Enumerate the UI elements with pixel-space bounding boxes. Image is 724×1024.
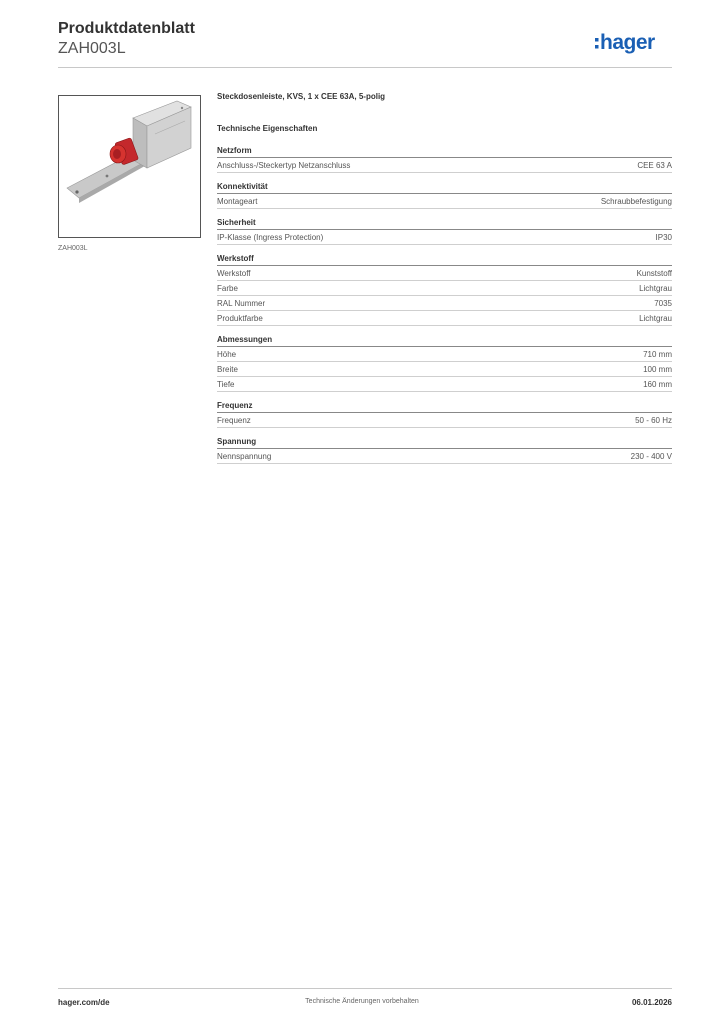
spec-value: Lichtgrau <box>639 313 672 323</box>
spec-group-title: Werkstoff <box>217 254 672 266</box>
footer-notice: Technische Änderungen vorbehalten <box>305 998 419 1005</box>
page-title: Produktdatenblatt <box>58 20 195 37</box>
spec-group <box>217 437 672 464</box>
hager-logo-text: hager <box>600 31 655 54</box>
spec-label: IP-Klasse (Ingress Protection) <box>217 232 324 242</box>
spec-label: Produktfarbe <box>217 313 263 323</box>
spec-label: Höhe <box>217 349 237 359</box>
product-code: ZAH003L <box>58 40 126 57</box>
spec-group-title: Netzform <box>217 146 672 158</box>
spec-group-title: Frequenz <box>217 401 672 413</box>
spec-value: Schraubbefestigung <box>600 196 672 206</box>
spec-label: Anschluss-/Steckertyp Netzanschluss <box>217 160 351 170</box>
footer-divider <box>58 988 672 989</box>
spec-row <box>217 281 672 296</box>
spec-group-title: Spannung <box>217 437 672 449</box>
spec-groups <box>217 146 672 464</box>
spec-content <box>217 92 672 473</box>
spec-group-title: Abmessungen <box>217 335 672 347</box>
hager-logo <box>594 27 674 57</box>
spec-value: 710 mm <box>643 349 672 359</box>
spec-value: 100 mm <box>643 364 672 374</box>
spec-label: Frequenz <box>217 415 251 425</box>
spec-row <box>217 449 672 464</box>
footer-website: hager.com/de <box>58 998 110 1007</box>
section-heading: Technische Eigenschaften <box>217 124 318 133</box>
spec-row <box>217 266 672 281</box>
spec-value: CEE 63 A <box>637 160 672 170</box>
spec-label: RAL Nummer <box>217 298 266 308</box>
spec-row <box>217 347 672 362</box>
spec-value: 160 mm <box>643 379 672 389</box>
spec-group <box>217 182 672 209</box>
image-caption: ZAH003L <box>58 245 88 252</box>
spec-label: Tiefe <box>217 379 235 389</box>
spec-row <box>217 194 672 209</box>
spec-label: Farbe <box>217 283 238 293</box>
spec-value: 230 - 400 V <box>630 451 672 461</box>
spec-label: Werkstoff <box>217 268 251 278</box>
product-image <box>58 95 201 238</box>
spec-group <box>217 401 672 428</box>
spec-value: 7035 <box>654 298 672 308</box>
spec-label: Nennspannung <box>217 451 272 461</box>
spec-group <box>217 146 672 173</box>
spec-row <box>217 158 672 173</box>
spec-group <box>217 254 672 326</box>
spec-group <box>217 335 672 392</box>
spec-value: Lichtgrau <box>639 283 672 293</box>
footer-date: 06.01.2026 <box>631 998 672 1007</box>
header-divider <box>58 67 672 68</box>
product-description: Steckdosenleiste, KVS, 1 x CEE 63A, 5-polig <box>217 92 386 101</box>
spec-row <box>217 311 672 326</box>
spec-row <box>217 296 672 311</box>
spec-group <box>217 218 672 245</box>
spec-row <box>217 377 672 392</box>
spec-label: Breite <box>217 364 238 374</box>
spec-value: 50 - 60 Hz <box>635 415 672 425</box>
spec-group-title: Sicherheit <box>217 218 672 230</box>
spec-row <box>217 230 672 245</box>
spec-row <box>217 413 672 428</box>
spec-label: Montageart <box>217 196 258 206</box>
spec-value: IP30 <box>655 232 672 242</box>
spec-row <box>217 362 672 377</box>
spec-group-title: Konnektivität <box>217 182 672 194</box>
spec-value: Kunststoff <box>636 268 672 278</box>
